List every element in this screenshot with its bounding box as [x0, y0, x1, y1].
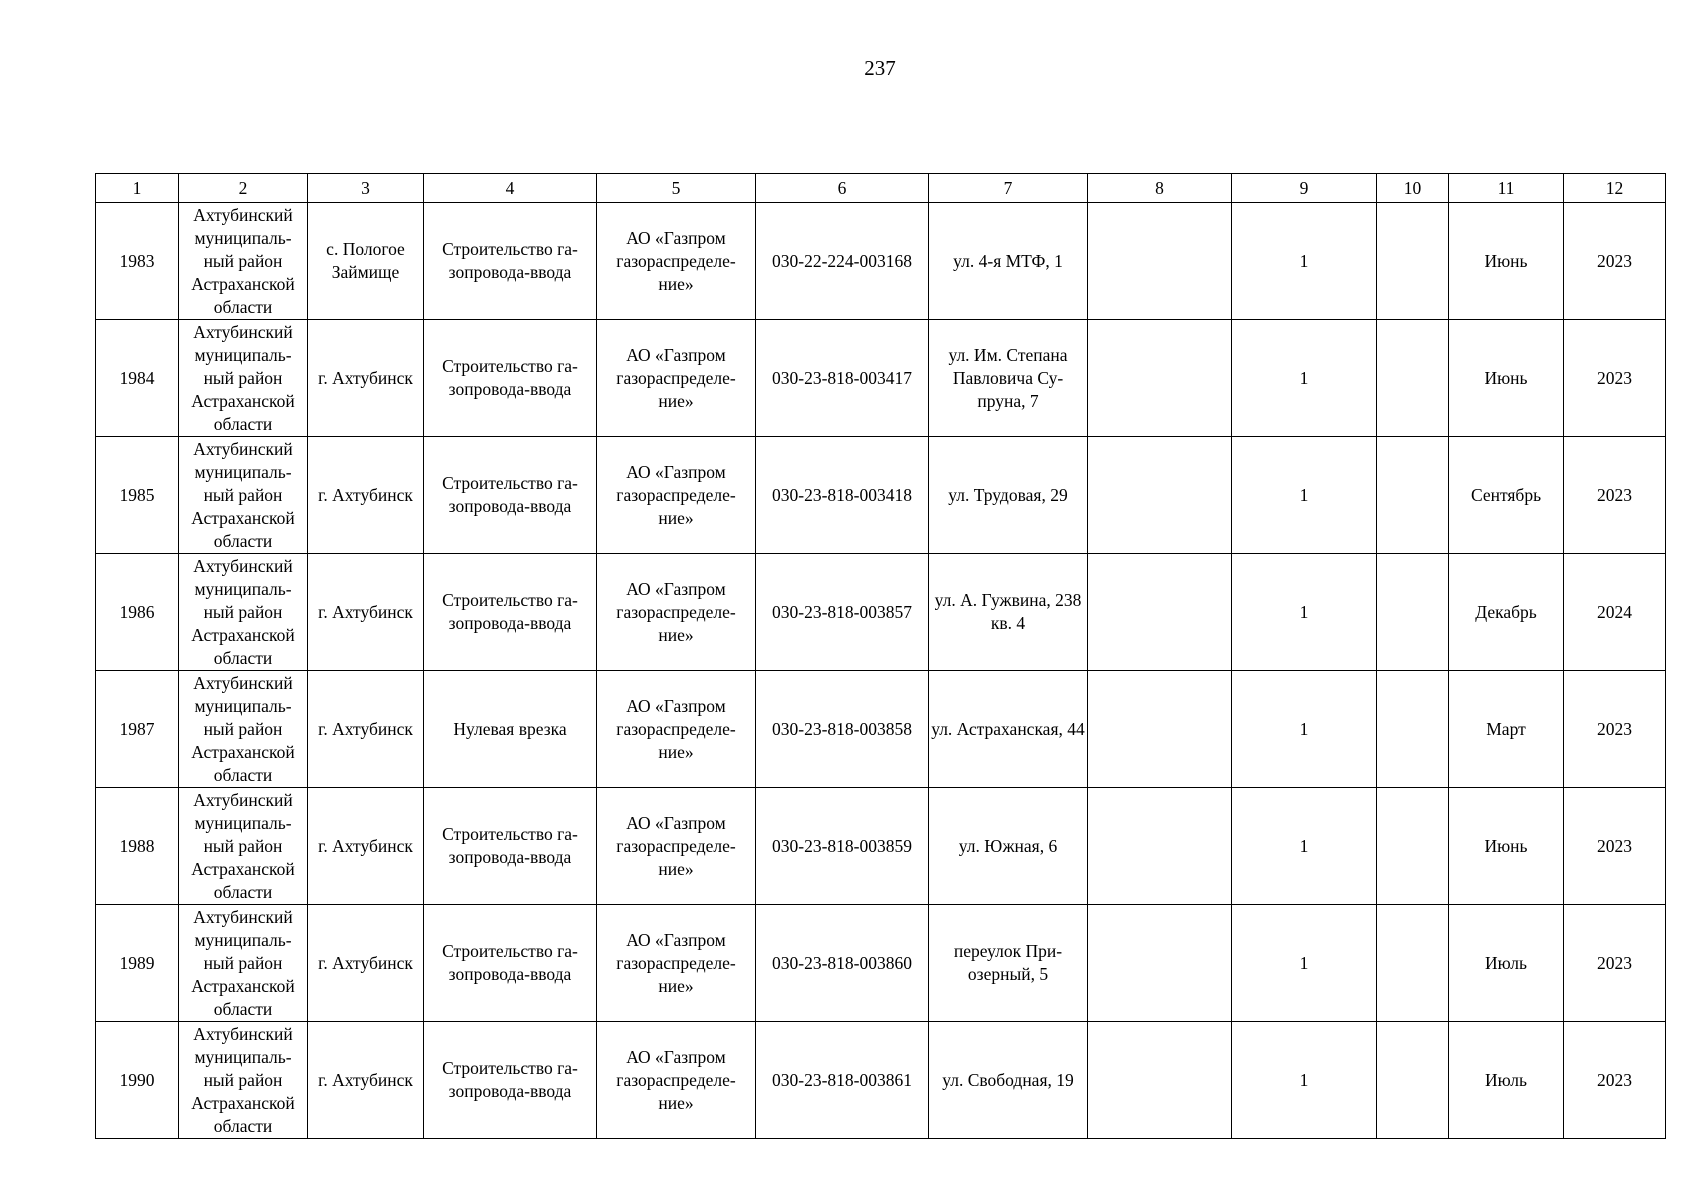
address-cell: ул. А. Гужвина, 238 кв. 4 [929, 554, 1088, 671]
quantity-cell: 1 [1232, 437, 1377, 554]
organization-cell: АО «Газпром газораспределе-ние» [597, 320, 756, 437]
year-cell: 2023 [1564, 320, 1666, 437]
column-header: 2 [179, 174, 308, 203]
table-row [96, 203, 1666, 320]
month-cell: Июнь [1449, 788, 1564, 905]
row-number-cell: 1984 [96, 320, 179, 437]
column-header: 9 [1232, 174, 1377, 203]
locality-cell: г. Ахтубинск [308, 788, 424, 905]
year-cell: 2024 [1564, 554, 1666, 671]
locality-cell: с. Пологое Займище [308, 203, 424, 320]
object-code-cell: 030-23-818-003861 [756, 1022, 929, 1139]
month-cell: Декабрь [1449, 554, 1564, 671]
column-8-cell [1088, 1022, 1232, 1139]
table-row [96, 437, 1666, 554]
organization-cell: АО «Газпром газораспределе-ние» [597, 905, 756, 1022]
column-header: 12 [1564, 174, 1666, 203]
page-number: 237 [864, 56, 896, 80]
month-cell: Июнь [1449, 320, 1564, 437]
month-cell: Март [1449, 671, 1564, 788]
row-number-cell: 1988 [96, 788, 179, 905]
row-number-cell: 1985 [96, 437, 179, 554]
object-code-cell: 030-22-224-003168 [756, 203, 929, 320]
column-header: 1 [96, 174, 179, 203]
quantity-cell: 1 [1232, 1022, 1377, 1139]
month-cell: Июль [1449, 905, 1564, 1022]
object-code-cell: 030-23-818-003417 [756, 320, 929, 437]
work-type-cell: Строительство га-зопровода-ввода [424, 437, 597, 554]
column-8-cell [1088, 671, 1232, 788]
column-10-cell [1377, 905, 1449, 1022]
table-row [96, 320, 1666, 437]
row-number-cell: 1990 [96, 1022, 179, 1139]
locality-cell: г. Ахтубинск [308, 1022, 424, 1139]
organization-cell: АО «Газпром газораспределе-ние» [597, 788, 756, 905]
locality-cell: г. Ахтубинск [308, 905, 424, 1022]
address-cell: ул. Астраханская, 44 [929, 671, 1088, 788]
object-code-cell: 030-23-818-003860 [756, 905, 929, 1022]
quantity-cell: 1 [1232, 554, 1377, 671]
year-cell: 2023 [1564, 788, 1666, 905]
district-cell: Ахтубинский муниципаль-ный район Астраханской области [179, 320, 308, 437]
locality-cell: г. Ахтубинск [308, 320, 424, 437]
column-8-cell [1088, 788, 1232, 905]
column-8-cell [1088, 905, 1232, 1022]
column-header: 6 [756, 174, 929, 203]
address-cell: ул. Им. Степана Павловича Су-пруна, 7 [929, 320, 1088, 437]
column-8-cell [1088, 554, 1232, 671]
document-table [95, 173, 1666, 1139]
work-type-cell: Строительство га-зопровода-ввода [424, 554, 597, 671]
work-type-cell: Строительство га-зопровода-ввода [424, 788, 597, 905]
object-code-cell: 030-23-818-003857 [756, 554, 929, 671]
month-cell: Июнь [1449, 203, 1564, 320]
column-header: 3 [308, 174, 424, 203]
organization-cell: АО «Газпром газораспределе-ние» [597, 671, 756, 788]
column-10-cell [1377, 554, 1449, 671]
column-header: 4 [424, 174, 597, 203]
column-10-cell [1377, 203, 1449, 320]
month-cell: Сентябрь [1449, 437, 1564, 554]
quantity-cell: 1 [1232, 203, 1377, 320]
organization-cell: АО «Газпром газораспределе-ние» [597, 437, 756, 554]
year-cell: 2023 [1564, 203, 1666, 320]
work-type-cell: Нулевая врезка [424, 671, 597, 788]
quantity-cell: 1 [1232, 788, 1377, 905]
row-number-cell: 1987 [96, 671, 179, 788]
column-header: 7 [929, 174, 1088, 203]
row-number-cell: 1983 [96, 203, 179, 320]
locality-cell: г. Ахтубинск [308, 437, 424, 554]
organization-cell: АО «Газпром газораспределе-ние» [597, 203, 756, 320]
work-type-cell: Строительство га-зопровода-ввода [424, 203, 597, 320]
table-row [96, 671, 1666, 788]
month-cell: Июль [1449, 1022, 1564, 1139]
organization-cell: АО «Газпром газораспределе-ние» [597, 1022, 756, 1139]
district-cell: Ахтубинский муниципаль-ный район Астраханской области [179, 554, 308, 671]
column-header: 5 [597, 174, 756, 203]
address-cell: ул. 4-я МТФ, 1 [929, 203, 1088, 320]
district-cell: Ахтубинский муниципаль-ный район Астраханской области [179, 788, 308, 905]
column-10-cell [1377, 788, 1449, 905]
row-number-cell: 1989 [96, 905, 179, 1022]
object-code-cell: 030-23-818-003418 [756, 437, 929, 554]
table-row [96, 1022, 1666, 1139]
quantity-cell: 1 [1232, 671, 1377, 788]
district-cell: Ахтубинский муниципаль-ный район Астраханской области [179, 1022, 308, 1139]
column-8-cell [1088, 320, 1232, 437]
organization-cell: АО «Газпром газораспределе-ние» [597, 554, 756, 671]
work-type-cell: Строительство га-зопровода-ввода [424, 320, 597, 437]
column-10-cell [1377, 1022, 1449, 1139]
year-cell: 2023 [1564, 437, 1666, 554]
column-10-cell [1377, 671, 1449, 788]
column-header: 11 [1449, 174, 1564, 203]
work-type-cell: Строительство га-зопровода-ввода [424, 1022, 597, 1139]
table-header-row [96, 174, 1666, 203]
object-code-cell: 030-23-818-003859 [756, 788, 929, 905]
quantity-cell: 1 [1232, 905, 1377, 1022]
work-type-cell: Строительство га-зопровода-ввода [424, 905, 597, 1022]
quantity-cell: 1 [1232, 320, 1377, 437]
column-header: 10 [1377, 174, 1449, 203]
table-row [96, 554, 1666, 671]
locality-cell: г. Ахтубинск [308, 554, 424, 671]
object-code-cell: 030-23-818-003858 [756, 671, 929, 788]
year-cell: 2023 [1564, 1022, 1666, 1139]
column-10-cell [1377, 320, 1449, 437]
table-row [96, 788, 1666, 905]
row-number-cell: 1986 [96, 554, 179, 671]
column-8-cell [1088, 203, 1232, 320]
district-cell: Ахтубинский муниципаль-ный район Астраханской области [179, 671, 308, 788]
district-cell: Ахтубинский муниципаль-ный район Астраханской области [179, 437, 308, 554]
address-cell: ул. Свободная, 19 [929, 1022, 1088, 1139]
column-10-cell [1377, 437, 1449, 554]
address-cell: переулок При-озерный, 5 [929, 905, 1088, 1022]
district-cell: Ахтубинский муниципаль-ный район Астраханской области [179, 905, 308, 1022]
district-cell: Ахтубинский муниципаль-ный район Астраханской области [179, 203, 308, 320]
table-row [96, 905, 1666, 1022]
address-cell: ул. Южная, 6 [929, 788, 1088, 905]
locality-cell: г. Ахтубинск [308, 671, 424, 788]
year-cell: 2023 [1564, 671, 1666, 788]
address-cell: ул. Трудовая, 29 [929, 437, 1088, 554]
column-header: 8 [1088, 174, 1232, 203]
column-8-cell [1088, 437, 1232, 554]
year-cell: 2023 [1564, 905, 1666, 1022]
